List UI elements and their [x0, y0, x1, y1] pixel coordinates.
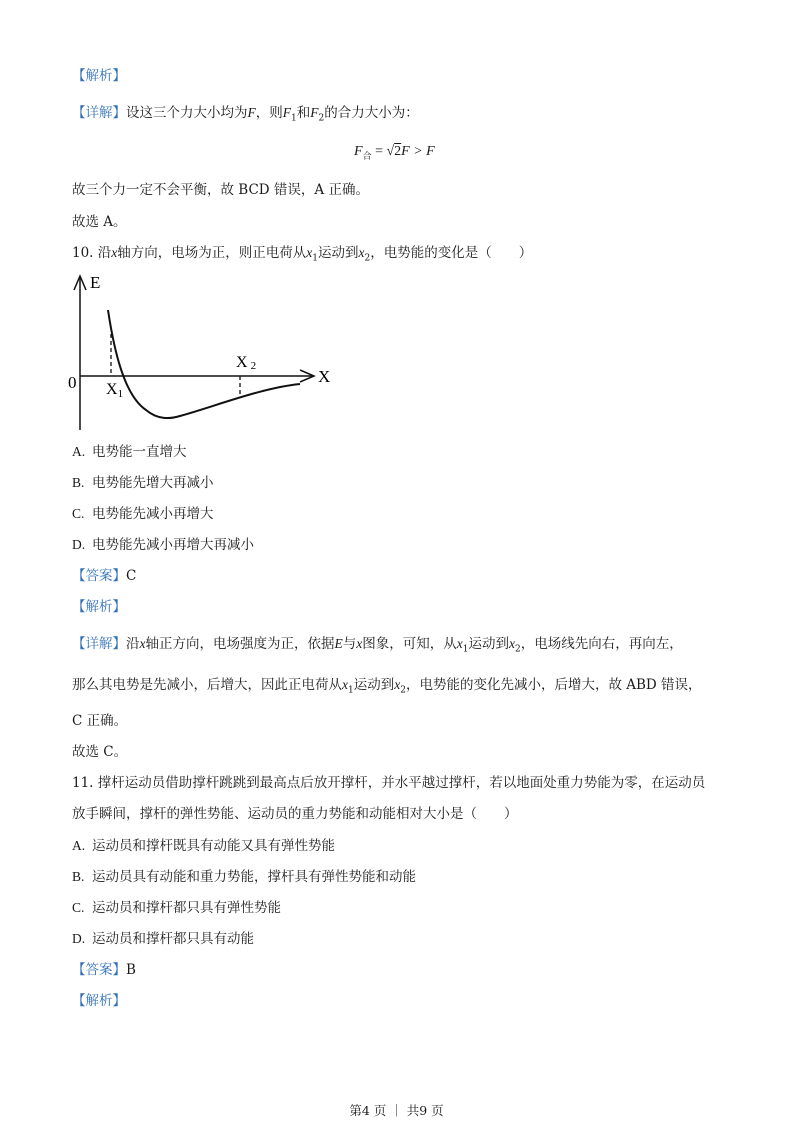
e-curve [108, 310, 300, 418]
q11-option-a: A. 运动员和撑杆既具有动能又具有弹性势能 [72, 838, 335, 854]
q11-answer: 【答案】B [72, 962, 136, 978]
page-footer: 第4 页 ｜ 共9 页 [349, 1103, 444, 1118]
q10-option-c: C. 电势能先减小再增大 [72, 506, 214, 522]
y-axis-label: E [90, 273, 101, 292]
origin-label: 0 [68, 373, 77, 392]
q9-choice: 故选 A。 [72, 214, 127, 230]
q11-option-c: C. 运动员和撑杆都只具有弹性势能 [72, 900, 281, 916]
e-x-graph [66, 270, 336, 435]
q11-stem-line2: 放手瞬间，撑杆的弹性势能、运动员的重力势能和动能相对大小是（ ） [72, 806, 518, 822]
q10-option-b: B. 电势能先增大再减小 [72, 475, 214, 491]
x-axis-label: X [318, 367, 331, 386]
q10-stem: 10. 沿x轴方向，电场为正，则正电荷从$x_1$运动到$x_2$，电势能的变化是（ ） [72, 245, 533, 264]
q10-analysis-tag: 【解析】 [72, 599, 126, 615]
q9-equation: $F_合 = √2F > F$ [354, 144, 435, 161]
q9-conclusion: 故三个力一定不会平衡，故 BCD 错误，A 正确。 [72, 182, 369, 198]
q10-detail-line1: 【详解】沿x轴正方向，电场强度为正，依据E与x图象，可知，从$x_1$运动到$x_2$，电场线先向右，再向左， [72, 636, 683, 655]
q10-answer: 【答案】C [72, 568, 137, 584]
q9-detail-line: 【详解】设这三个力大小均为F，则$F_1$和$F_2$的合力大小为： [72, 105, 419, 124]
q11-option-d: D. 运动员和撑杆都只具有动能 [72, 931, 254, 947]
x2-label: X 2 [236, 354, 257, 372]
q10-choice: 故选 C。 [72, 744, 128, 760]
q10-detail-line2: 那么其电势是先减小，后增大，因此正电荷从$x_1$运动到$x_2$，电势能的变化先减小，后增大，故 ABD 错误， [72, 677, 702, 696]
q11-stem-line1: 11. 撑杆运动员借助撑杆跳跳到最高点后放开撑杆，并水平越过撑杆，若以地面处重力势能为零，在运动员 [72, 775, 706, 791]
q11-analysis-tag: 【解析】 [72, 993, 126, 1009]
x1-label: X1 [106, 381, 124, 400]
q10-option-a: A. 电势能一直增大 [72, 444, 187, 460]
q11-option-b: B. 运动员具有动能和重力势能，撑杆具有弹性势能和动能 [72, 869, 416, 885]
q9-analysis-tag: 【解析】 [72, 68, 126, 84]
q10-option-d: D. 电势能先减小再增大再减小 [72, 537, 254, 553]
q10-detail-line3: C 正确。 [72, 713, 128, 729]
